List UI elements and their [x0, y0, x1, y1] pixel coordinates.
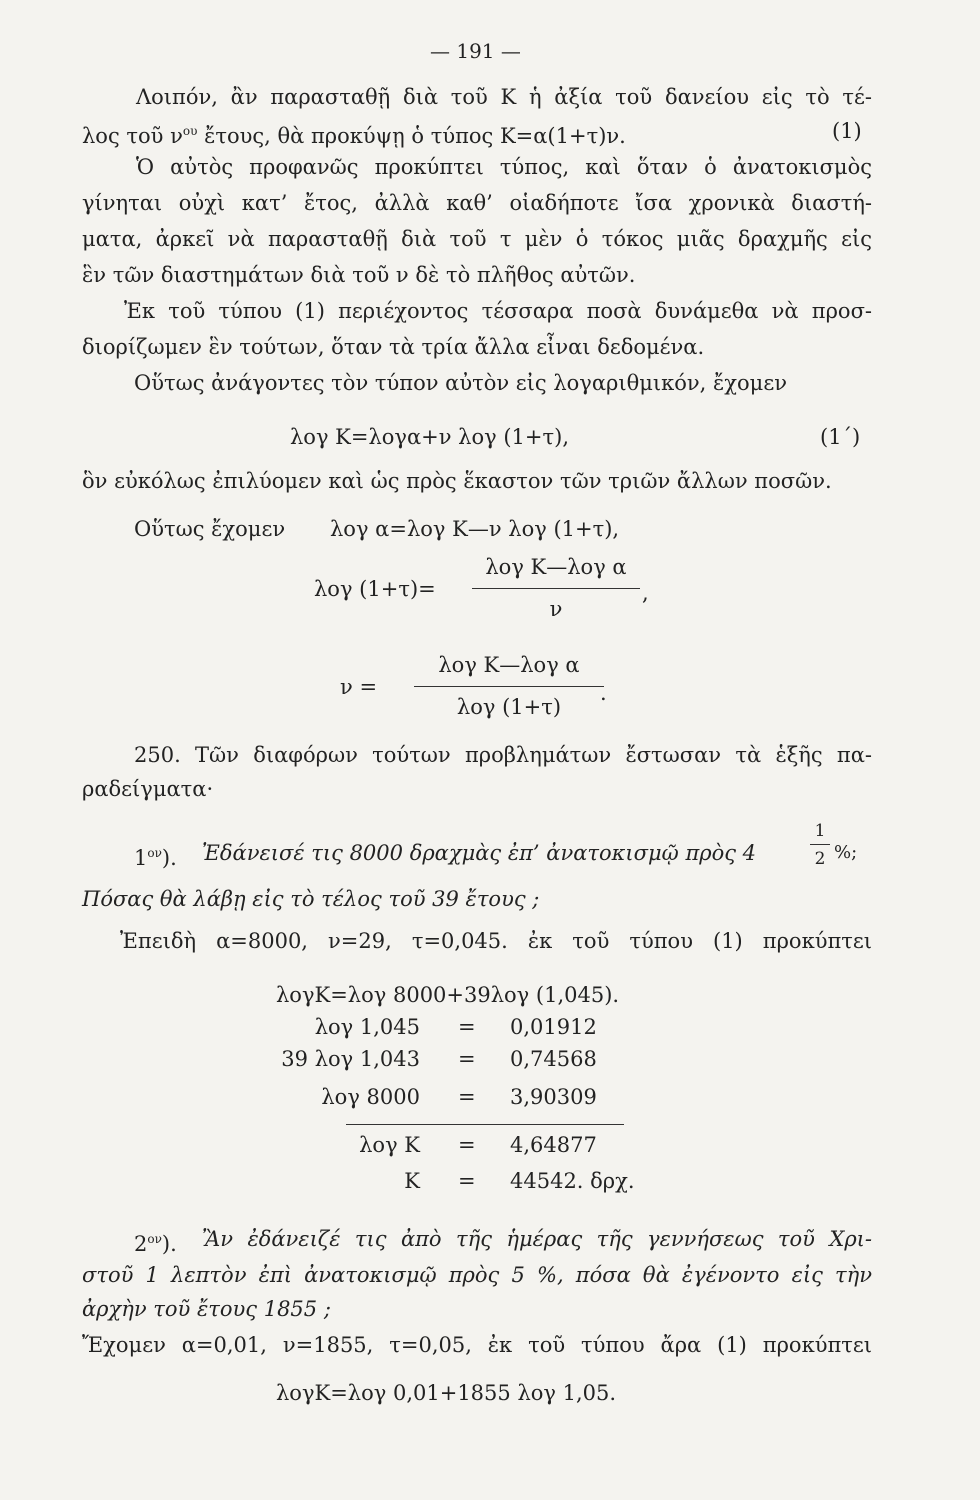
example-2-label: $2^{o\nu}$).: [134, 1232, 177, 1256]
sum-rule: [346, 1124, 624, 1125]
fraction-bar: [414, 686, 604, 687]
log-row-equals: =: [458, 1133, 476, 1157]
log-row-rhs: 3,90309: [510, 1085, 597, 1109]
log-row-equals: =: [458, 1169, 476, 1193]
example-2-line2: στοῦ 1 λεπτὸν ἐπὶ ἀνατοκισμῷ πρὸς 5 %, πόσα θὰ ἐγένοντο εἰς τὴν: [82, 1263, 872, 1287]
para3-line1: Ἐκ τοῦ τύπου (1) περιέχοντος τέσσαρα ποσὰ δυνάμεθα νὰ προσ-: [124, 299, 872, 323]
equation-nu-lhs: ν =: [340, 675, 378, 699]
para2-line1: Ὁ αὐτὸς προφανῶς προκύπτει τύπος, καὶ ὅταν ὁ ἀνατοκισμὸς: [136, 155, 872, 179]
log-row-lhs: λογ Κ: [359, 1133, 420, 1157]
log-row-lhs: λογ 1,045: [314, 1015, 420, 1039]
equation-log-k: λογ Κ=λογα+ν λογ (1+τ),: [290, 425, 569, 449]
log-row-equals: =: [458, 1047, 476, 1071]
fraction-numerator-one: 1: [814, 821, 826, 841]
equation-number-1-prime: (1΄): [820, 425, 861, 449]
example-1-statement: Ἐδάνεισέ τις 8000 δραχμὰς ἐπ’ ἀνατοκισμῷ πρὸς 4: [202, 841, 757, 865]
example-1-question: Πόσας θὰ λάβῃ εἰς τὸ τέλος τοῦ 39 ἔτους ;: [82, 887, 540, 911]
para2-line2: γίνηται οὐχὶ κατ’ ἔτος, ἀλλὰ καθ’ οἱαδήποτε ἴσα χρονικὰ διαστή-: [82, 191, 872, 215]
log-row-lhs: 39 λογ 1,043: [281, 1047, 420, 1071]
example-2-given: Ἔχομεν α=0,01, ν=1855, τ=0,05, ἐκ τοῦ τύπου ἄρα (1) προκύπτει: [82, 1333, 872, 1357]
log-row-equals: =: [458, 1085, 476, 1109]
equation-log-a-lead: Οὕτως ἔχομεν: [134, 517, 286, 541]
page-number: — 191 —: [430, 39, 521, 63]
para4-line: Οὕτως ἀνάγοντες τὸν τύπον αὐτὸν εἰς λογαριθμικόν, ἔχομεν: [134, 371, 787, 395]
log-row-lhs: λογ 8000: [321, 1085, 420, 1109]
equation-comma: ,: [642, 581, 649, 605]
section-250-line2: ραδείγματα·: [82, 777, 214, 801]
fraction-denominator: ν: [549, 597, 563, 621]
fraction-numerator: λογ Κ—λογ α: [485, 555, 627, 579]
fraction-denominator-two: 2: [814, 849, 826, 869]
equation-number-1: (1): [832, 119, 862, 143]
equation-period: .: [600, 681, 607, 705]
para3-line2: διορίζωμεν ἓν τούτων, ὅταν τὰ τρία ἄλλα εἶναι δεδομένα.: [82, 335, 705, 359]
para5-line: ὃν εὐκόλως ἐπιλύομεν καὶ ὡς πρὸς ἕκαστον τῶν τριῶν ἄλλων ποσῶν.: [82, 469, 832, 493]
log-row-rhs: 0,74568: [510, 1047, 597, 1071]
equation-log-a: λογ α=λογ Κ—ν λογ (1+τ),: [330, 517, 620, 541]
equation-log-1plus-tau-lhs: λογ (1+τ)=: [314, 577, 436, 601]
fraction-numerator: λογ Κ—λογ α: [438, 653, 580, 677]
example-1-label: $1^{o\nu}$).: [134, 846, 177, 870]
log-row-rhs: 4,64877: [510, 1133, 597, 1157]
para2-line4: ἓν τῶν διαστημάτων διὰ τοῦ ν δὲ τὸ πλῆθος αὐτῶν.: [82, 263, 636, 287]
example-2-equation: λογΚ=λογ 0,01+1855 λογ 1,05.: [276, 1381, 617, 1405]
example-1-given: Ἐπειδὴ α=8000, ν=29, τ=0,045. ἐκ τοῦ τύπου (1) προκύπτει: [120, 929, 872, 953]
log-row-equals: =: [458, 1015, 476, 1039]
log-row-lhs: Κ: [404, 1169, 420, 1193]
fraction-denominator: λογ (1+τ): [456, 695, 562, 719]
log-row-rhs: 44542. δρχ.: [510, 1169, 635, 1193]
log-row-rhs: 0,01912: [510, 1015, 597, 1039]
percent-sign: %;: [834, 842, 858, 863]
para1-line1: Λοιπόν, ἂν παρασταθῇ διὰ τοῦ Κ ἡ ἀξία τοῦ δανείου εἰς τὸ τέ-: [136, 85, 872, 109]
section-250-line1: 250. Τῶν διαφόρων τούτων προβλημάτων ἔστωσαν τὰ ἑξῆς πα-: [134, 743, 872, 767]
example-2-line1: Ἂν ἐδάνειζέ τις ἀπὸ τῆς ἡμέρας τῆς γεννήσεως τοῦ Χρι-: [202, 1227, 872, 1251]
fraction-bar: [472, 588, 640, 589]
para2-line3: ματα, ἀρκεῖ νὰ παρασταθῇ διὰ τοῦ τ μὲν ὁ τόκος μιᾶς δραχμῆς εἰς: [82, 227, 872, 251]
fraction-bar: [810, 844, 830, 845]
para1-line2: λος τοῦ $\nu^{o\upsilon}$ ἔτους, θὰ προκύψῃ ὁ τύπος Κ=α(1+τ)ν.: [82, 124, 626, 148]
example-1-equation: λογΚ=λογ 8000+39λογ (1,045).: [276, 983, 620, 1007]
example-2-line3: ἀρχὴν τοῦ ἔτους 1855 ;: [82, 1297, 331, 1321]
